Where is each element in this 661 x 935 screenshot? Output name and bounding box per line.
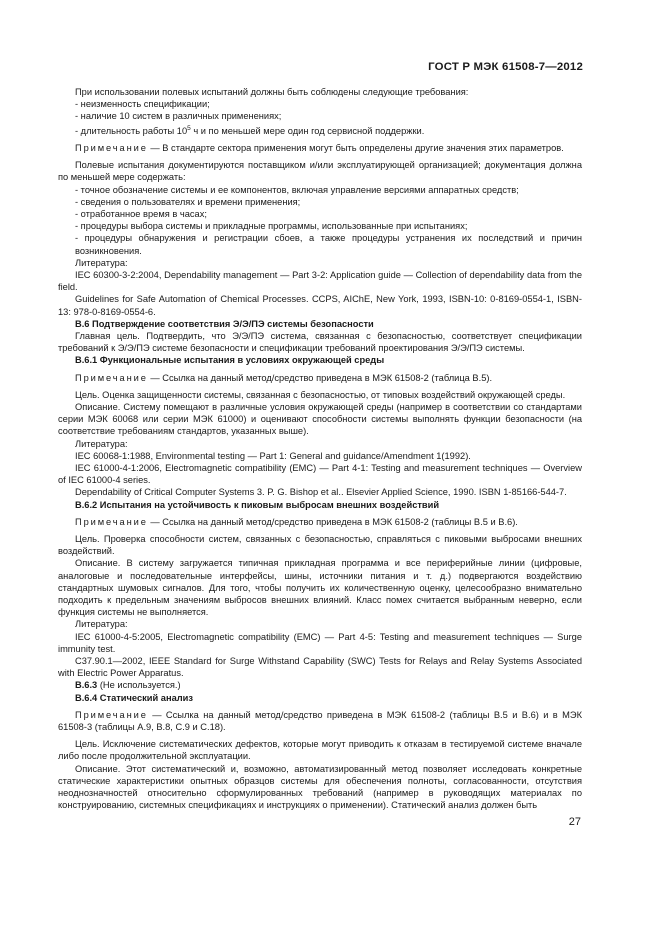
reference-item: IEC 61000-4-1:2006, Electromagnetic compatibility (EMC) — Part 4-1: Testing and measurement techniques — Overview of IEC 61000-4 series. [58, 462, 582, 486]
b62-goal: Цель. Проверка способности систем, связанных с безопасностью, справляться с пиковыми выбросами внешних воздействий. [58, 534, 582, 557]
documentation-paragraph: Полевые испытания документируются поставщиком и/или эксплуатирующей организацией; документация должна по меньшей мере содержать: [58, 160, 582, 183]
reference-item: Dependability of Critical Computer Systems 3. P. G. Bishop et al.. Elsevier Applied Science, 1990. ISBN 1-85166-544-7. [75, 487, 567, 498]
b64-description: Описание. Этот систематический и, возможно, автоматизированный метод позволяет исследовать конкретные статические характеристики опытных образцов системы для обеспечения полноты, согласованности, отсутствия неоднозначностей относительно сформулированных требований (например в руководящих материалах по конструированию, системных спецификациях и инструкциях о применении). Статический анализ должен быть [58, 763, 582, 811]
documentation-item: - процедуры обнаружения и регистрации сбоев, а также процедуры устранения их последствий и причин возникновения. [75, 233, 582, 256]
requirement-item: - длительность работы $10^5$ ч и по меньшей мере один год сервисной поддержки. [75, 124, 425, 136]
note-2: Примечание — Ссылка на данный метод/средство приведена в МЭК 61508-2 (таблица B.5). [75, 372, 493, 383]
note-4: Примечание — Ссылка на данный метод/средство приведена в МЭК 61508-2 (таблицы B.5 и B.6) и в МЭК 61508-3 (таблицы A.9, B.8, C.9 и C.18). [58, 709, 582, 733]
requirement-item: - наличие 10 систем в различных применениях; [75, 111, 282, 122]
literature-label: Литература: [75, 619, 128, 630]
note-1: Примечание — В стандарте сектора применения могут быть определены другие значения этих параметров. [75, 142, 564, 153]
reference-item: IEC 60300-3-2:2004, Dependability management — Part 3-2: Application guide — Collection of dependability data from the field. [58, 269, 582, 293]
reference-item: IEC 61000-4-5:2005, Electromagnetic compatibility (EMC) — Part 4-5: Testing and measurement techniques — Surge immunity test. [58, 631, 582, 654]
section-heading-b6: B.6 Подтверждение соответствия Э/Э/ПЭ системы безопасности [75, 318, 374, 329]
b6-goal: Главная цель. Подтвердить, что Э/Э/ПЭ система, связанная с безопасностью, соответствует спецификации требований к Э/Э/ПЭ системе безопасности и спецификации требований проектирования Э/Э/ПЭ системы. [58, 330, 582, 354]
documentation-item: - сведения о пользователях и времени применения; [75, 196, 301, 207]
literature-label: Литература: [75, 438, 128, 449]
section-heading-b64: B.6.4 Статический анализ [75, 692, 193, 703]
documentation-item: - процедуры выбора системы и прикладные программы, использованные при испытаниях; [75, 221, 468, 232]
section-heading-b62: B.6.2 Испытания на устойчивость к пиковым выбросам внешних воздействий [75, 499, 440, 510]
documentation-item: - точное обозначение системы и ее компонентов, включая управление версиями аппаратных средств; [75, 184, 519, 195]
b61-goal: Цель. Оценка защищенности системы, связанная с безопасностью, от типовых воздействий окружающей среды. [75, 389, 566, 400]
b64-goal: Цель. Исключение систематических дефектов, которые могут приводить к отказам в тестируемой системе вначале либо после продолжительной эксплуатации. [58, 739, 582, 762]
page-body [58, 86, 582, 811]
reference-item: C37.90.1—2002, IEEE Standard for Surge Withstand Capability (SWC) Tests for Relays and Relay Systems Associated with Electric Power Apparatus. [58, 656, 582, 679]
reference-item: Guidelines for Safe Automation of Chemical Processes. CCPS, AIChE, New York, 1993, ISBN-10: 0-8169-0554-1, ISBN-13: 978-0-8169-0554-6. [58, 294, 582, 317]
note-3: Примечание — Ссылка на данный метод/средство приведена в МЭК 61508-2 (таблицы B.5 и B.6). [75, 516, 518, 527]
section-heading-b61: B.6.1 Функциональные испытания в условиях окружающей среды [75, 355, 385, 366]
literature-label: Литература: [75, 257, 128, 268]
document-header: ГОСТ Р МЭК 61508-7—2012 [428, 61, 583, 73]
section-b63: B.6.3 (Не используется.) [75, 680, 181, 691]
intro-paragraph: При использовании полевых испытаний должны быть соблюдены следующие требования: [75, 87, 469, 97]
reference-item: IEC 60068-1:1988, Environmental testing — Part 1: General and guidance/Amendment 1(1992). [75, 450, 471, 461]
documentation-item: - отработанное время в часах; [75, 208, 207, 219]
b61-description: Описание. Систему помещают в различные условия окружающей среды (например в соответствии со стандартами серии МЭК 60068 или серии МЭК 61000) и оценивают способности системы выполнять функции безопасности (на соответствие требованиям стандартов, указанных выше). [58, 401, 582, 437]
page-number: 27 [568, 816, 581, 828]
requirement-item: - неизменность спецификации; [75, 99, 210, 110]
b62-description: Описание. В систему загружается типичная прикладная программа и все периферийные линии (цифровые, аналоговые и последовательные интерфейсы, шины, источники питания и т. д.) подвергаются воздействию стандартных шумовых сигналов. Для того, чтобы получить их количественную оценку, целесообразно внимательно подходить к предельным значениям выбросов внешних влияний. Класс помех считается выбранным неверно, если функция системы не выполняется. [58, 558, 582, 618]
